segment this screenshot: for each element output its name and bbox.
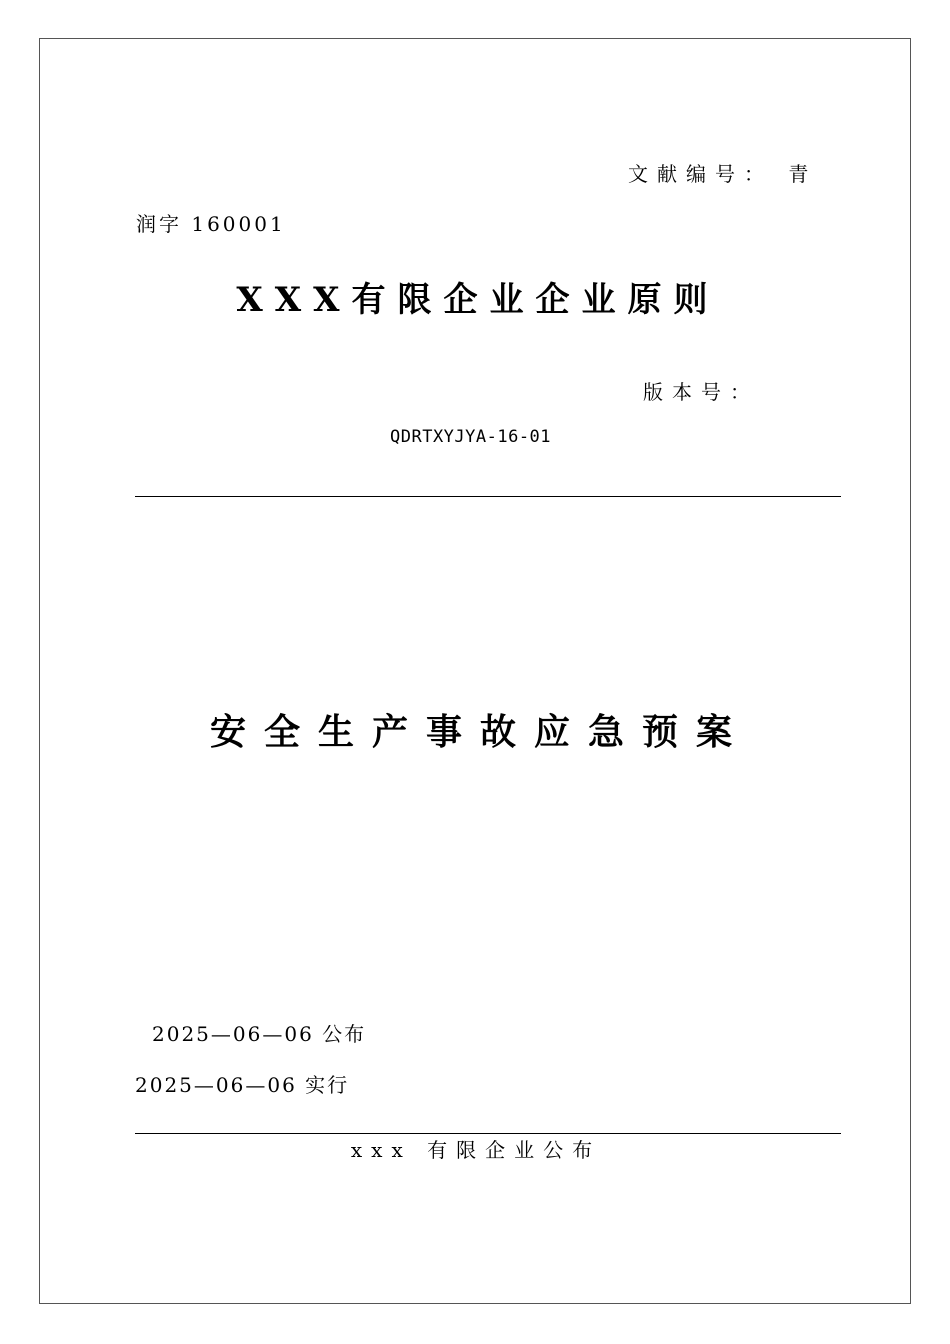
top-divider — [135, 496, 841, 497]
standard-title: XXX有限企业企业原则 — [236, 280, 720, 320]
version-code: QDRTXYJYA-16-01 — [390, 427, 552, 447]
publish-date: 2025—06—06 公布 — [152, 1022, 367, 1046]
effective-date: 2025—06—06 实行 — [135, 1073, 350, 1097]
main-title: 安全生产事故应急预案 — [209, 711, 750, 753]
document-number-label: 文献编号： 青 — [628, 162, 818, 186]
document-number-value: 润字 160001 — [136, 212, 286, 236]
publisher-line: xxx 有限企业公布 — [350, 1138, 602, 1162]
version-label: 版本号： — [643, 380, 759, 404]
